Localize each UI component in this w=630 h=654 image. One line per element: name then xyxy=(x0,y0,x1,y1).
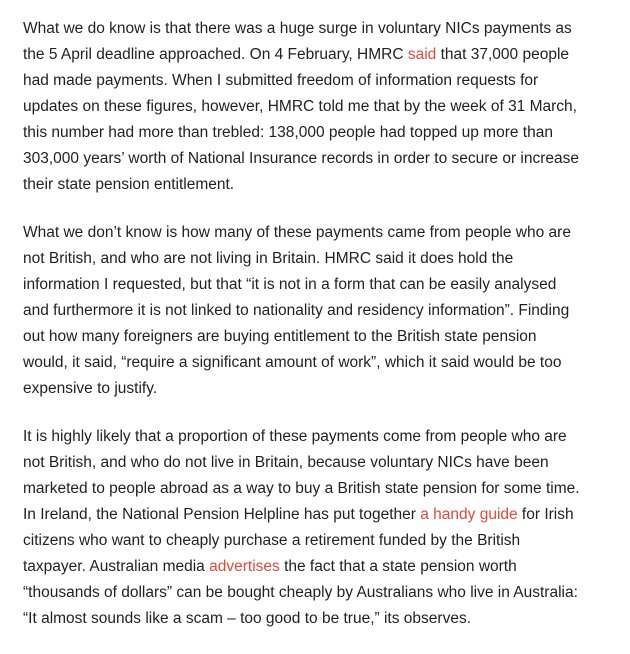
paragraph-1-text-2: that 37,000 people had made payments. When I submitted freedom of information requests for updates on these figures, however, HMRC told me that by the week of 31 March, this number had more than trebled: 138,000 people had topped up more than 303,000 years’ worth of National Insurance records in order to secure or increase their state pension entitlement. xyxy=(23,46,579,193)
paragraph-2-text-1: What we don’t know is how many of these payments came from people who are not British, and who are not living in Britain. HMRC said it does hold the information I requested, but that “it is not in a form that can be easily analysed and furthermore it is not linked to nationality and residency information”. Finding out how many foreigners are buying entitlement to the British state pension would, it said, “require a significant amount of work”, which it said would be too expensive to justify. xyxy=(23,224,571,397)
paragraph-3 xyxy=(23,424,583,632)
paragraph-1-text-1: What we do know is that there was a huge surge in voluntary NICs payments as the 5 April deadline approached. On 4 February, HMRC xyxy=(23,20,572,63)
a-handy-guide-link[interactable]: a handy guide xyxy=(420,506,518,523)
paragraph-1 xyxy=(23,16,583,198)
said-link[interactable]: said xyxy=(407,46,437,63)
paragraph-3-text-1: It is highly likely that a proportion of these payments come from people who are not British, and who do not live in Britain, because voluntary NICs have been marketed to people abroad as a way to buy a British state pension for some time. In Ireland, the National Pension Helpline has put together xyxy=(23,428,580,523)
paragraph-3-text-2: for Irish citizens who want to cheaply purchase a retirement funded by the British taxpayer. Australian media xyxy=(23,506,574,575)
advertises-link[interactable]: advertises xyxy=(209,558,280,575)
paragraph-2 xyxy=(23,220,583,402)
article-body xyxy=(23,16,583,654)
paragraph-3-text-3: the fact that a state pension worth “thousands of dollars” can be bought cheaply by Australians who live in Australia: “It almost sounds like a scam – too good to be true,” its observes. xyxy=(23,558,578,627)
